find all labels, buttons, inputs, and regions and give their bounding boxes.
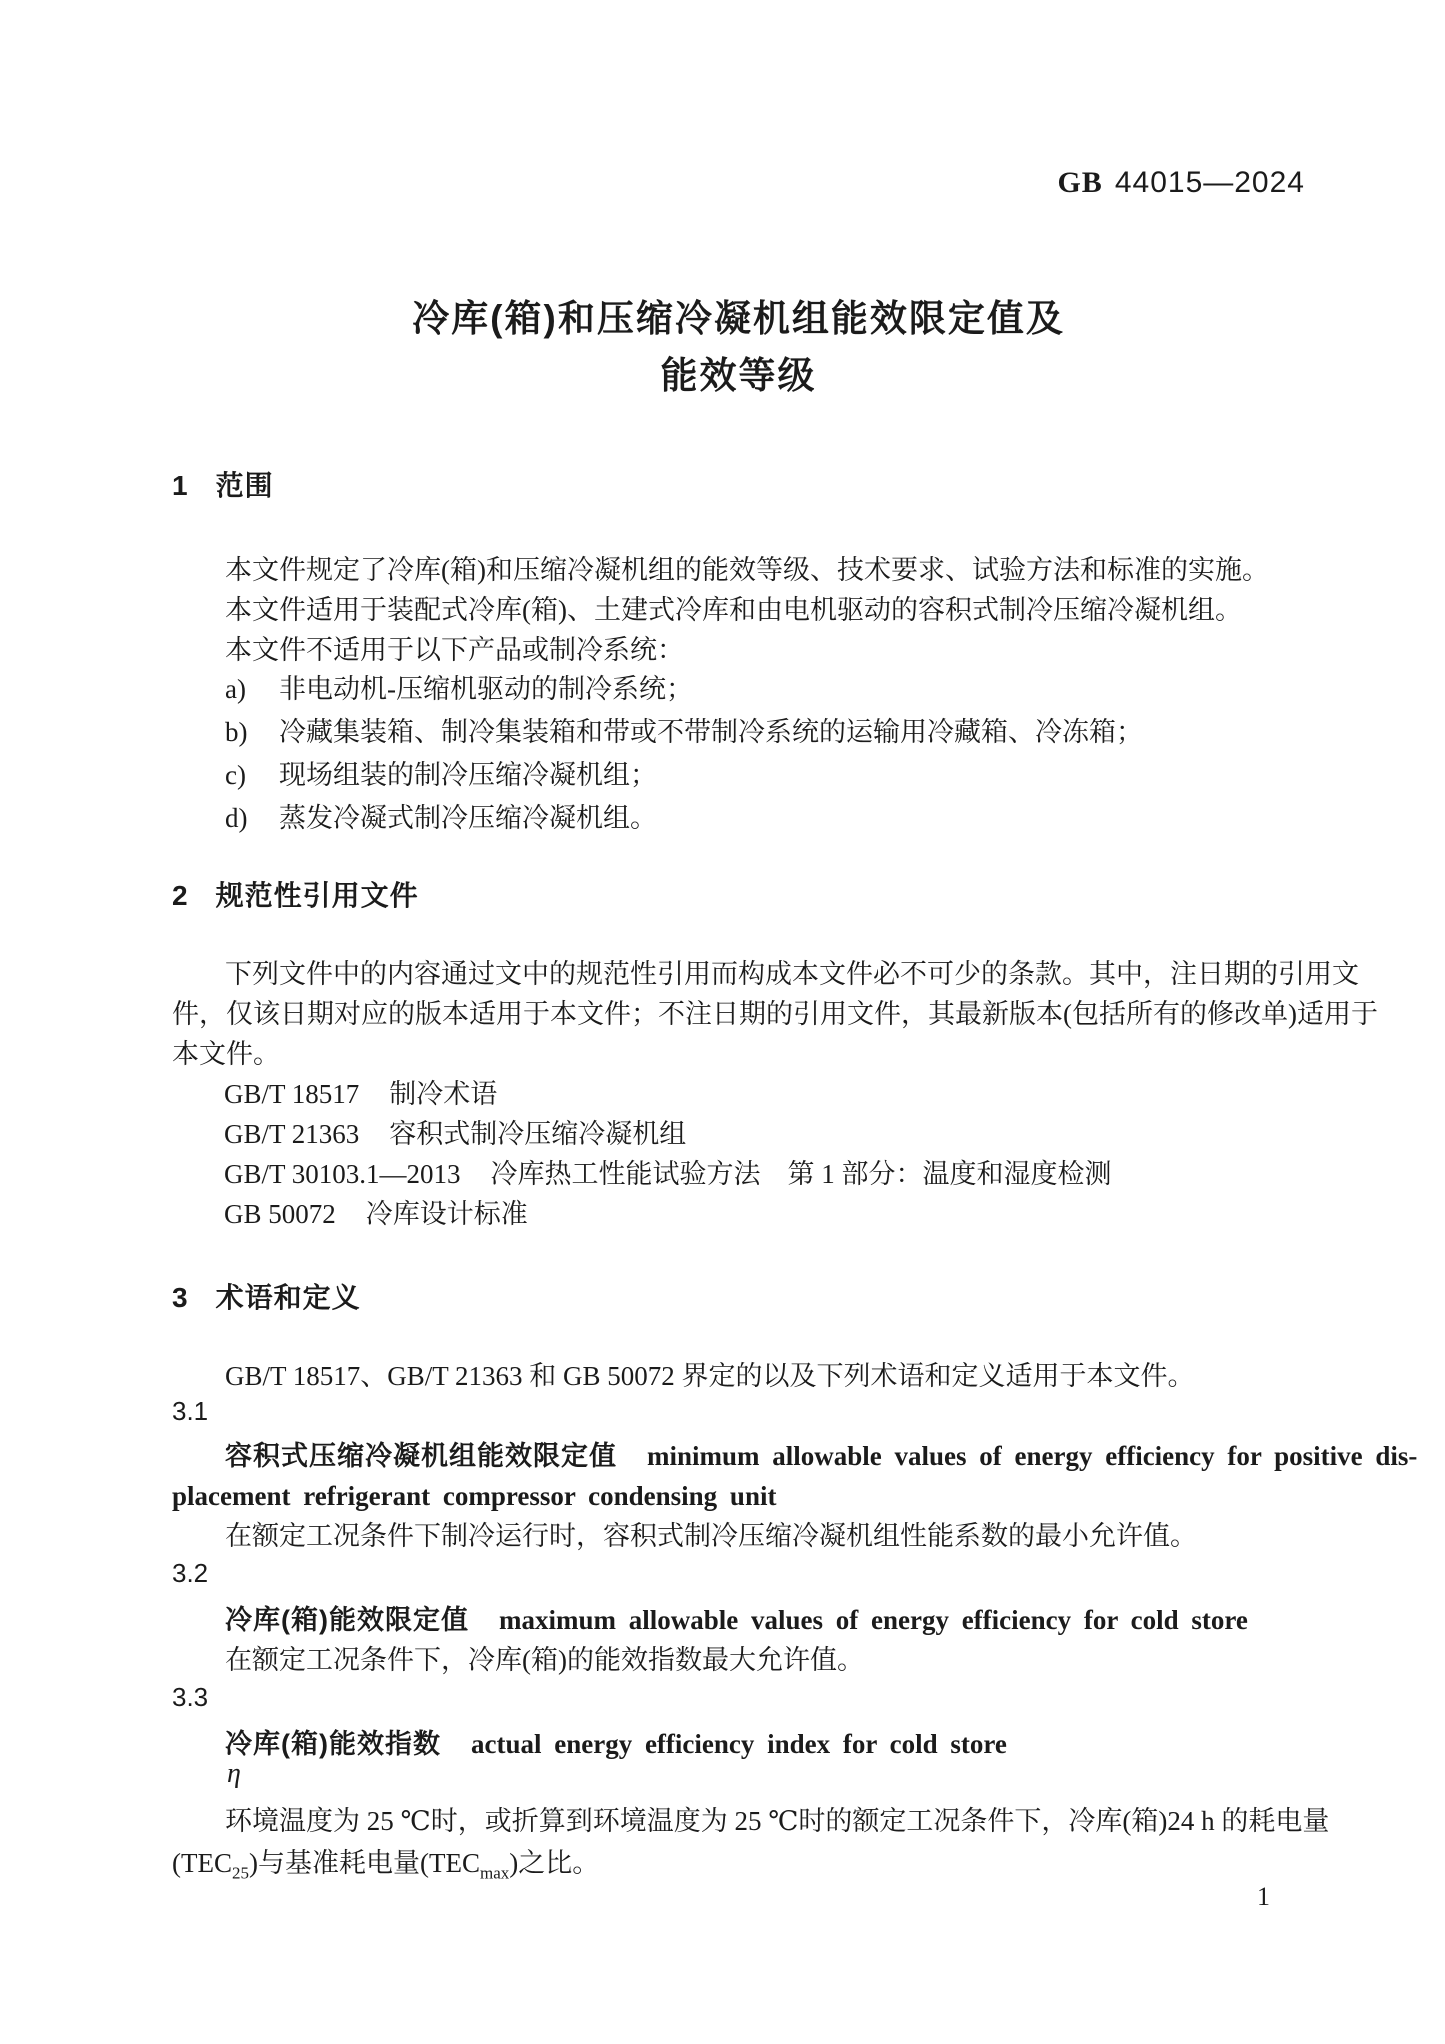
term-3-1-chinese: 容积式压缩冷凝机组能效限定值 (225, 1441, 617, 1471)
list-item-c-text: 现场组装的制冷压缩冷凝机组； (279, 760, 657, 790)
section-2-title: 规范性引用文件 (215, 880, 419, 911)
reference-code: GB/T 18517 (224, 1079, 360, 1109)
list-item-a-text: 非电动机-压缩机驱动的制冷系统； (279, 674, 693, 704)
section-3-intro: GB/T 18517、GB/T 21363 和 GB 50072 界定的以及下列术语和定义适用于本文件。 (225, 1361, 1195, 1391)
term-3-1-line1 (172, 1436, 1418, 1476)
section-1-number: 1 (172, 470, 188, 501)
standard-code-prefix: GB (1057, 166, 1103, 199)
section-1-paragraph-1: 本文件规定了冷库(箱)和压缩冷凝机组的能效等级、技术要求、试验方法和标准的实施。 (225, 555, 1269, 585)
term-3-1-definition: 在额定工况条件下制冷运行时，容积式制冷压缩冷凝机组性能系数的最小允许值。 (225, 1521, 1197, 1551)
term-3-3-definition-line1: 环境温度为 25 ℃时，或折算到环境温度为 25 ℃时的额定工况条件下，冷库(箱)24 h 的耗电量 (225, 1806, 1330, 1836)
section-2-intro (172, 954, 1378, 1074)
section-1-paragraph-2: 本文件适用于装配式冷库(箱)、土建式冷库和由电机驱动的容积式制冷压缩冷凝机组。 (225, 595, 1242, 625)
clause-3-3-number: 3.3 (172, 1682, 209, 1712)
standard-code-number: 44015—2024 (1114, 166, 1305, 199)
term-3-1-english-line2: placement refrigerant compressor condensing unit (172, 1481, 777, 1511)
document-title (172, 290, 1305, 404)
term-3-3-chinese: 冷库(箱)能效指数 (225, 1729, 441, 1759)
section-2-heading (172, 874, 1305, 914)
reference-item (172, 1114, 1305, 1154)
list-item-d-text: 蒸发冷凝式制冷压缩冷凝机组。 (279, 803, 657, 833)
section-1-paragraph-3: 本文件不适用于以下产品或制冷系统： (225, 635, 684, 665)
document-title-line2: 能效等级 (660, 355, 817, 396)
tec-text: )与基准耗电量(TEC (249, 1848, 480, 1878)
reference-item (172, 1194, 1305, 1234)
tec-subscript-25: 25 (232, 1863, 249, 1883)
list-item-c-label: c) (225, 760, 246, 790)
list-item-b (172, 711, 1305, 754)
reference-code: GB 50072 (224, 1199, 336, 1229)
reference-title: 冷库热工性能试验方法 第 1 部分：温度和湿度检测 (490, 1159, 1112, 1189)
section-1-title: 范围 (215, 470, 274, 501)
section-2-intro-line2: 件，仅该日期对应的版本适用于本文件；不注日期的引用文件，其最新版本(包括所有的修改单)适用于 (172, 999, 1378, 1029)
section-3-title: 术语和定义 (215, 1282, 361, 1313)
clause-3-2-number: 3.2 (172, 1558, 209, 1588)
list-item-b-text: 冷藏集装箱、制冷集装箱和带或不带制冷系统的运输用冷藏箱、冷冻箱； (279, 717, 1143, 747)
list-item-c (172, 754, 1305, 797)
term-3-1-english-line1: minimum allowable values of energy efficiency for positive dis- (647, 1441, 1418, 1471)
section-2-references (172, 1074, 1305, 1234)
section-2-intro-line3: 本文件。 (172, 1039, 280, 1069)
term-3-1 (172, 1436, 1418, 1516)
term-3-3-definition (172, 1800, 1330, 1894)
section-3-heading (172, 1276, 1305, 1316)
reference-title: 容积式制冷压缩冷凝机组 (389, 1119, 687, 1149)
reference-title: 冷库设计标准 (365, 1199, 528, 1229)
list-item-d (172, 797, 1305, 840)
term-3-3-symbol: η (227, 1758, 241, 1789)
reference-code: GB/T 30103.1—2013 (224, 1159, 461, 1189)
section-1-list (172, 668, 1305, 840)
term-3-2-english: maximum allowable values of energy efficiency for cold store (498, 1605, 1248, 1635)
tec-text: (TEC (172, 1848, 232, 1878)
reference-code: GB/T 21363 (224, 1119, 360, 1149)
list-item-a (172, 668, 1305, 711)
tec-subscript-max: max (479, 1863, 510, 1883)
section-2-intro-line1: 下列文件中的内容通过文中的规范性引用而构成本文件必不可少的条款。其中，注日期的引用文 (225, 959, 1359, 989)
list-item-d-label: d) (225, 803, 248, 833)
term-3-2-definition: 在额定工况条件下，冷库(箱)的能效指数最大允许值。 (225, 1645, 864, 1675)
list-item-a-label: a) (225, 674, 246, 704)
document-title-line1: 冷库(箱)和压缩冷凝机组能效限定值及 (412, 298, 1065, 339)
reference-item (172, 1074, 1305, 1114)
section-1-paragraphs (172, 550, 1305, 670)
term-3-2 (172, 1600, 1305, 1640)
reference-item (172, 1154, 1305, 1194)
section-1-heading (172, 464, 1305, 504)
standard-code-header (172, 166, 1305, 200)
page-number: 1 (1257, 1882, 1270, 1911)
list-item-b-label: b) (225, 717, 248, 747)
section-3-number: 3 (172, 1282, 188, 1313)
section-2-number: 2 (172, 880, 188, 911)
term-3-2-chinese: 冷库(箱)能效限定值 (225, 1605, 469, 1635)
tec-text: )之比。 (509, 1848, 600, 1878)
term-3-3-english: actual energy efficiency index for cold store (470, 1729, 1007, 1759)
reference-title: 制冷术语 (389, 1079, 498, 1109)
clause-3-1-number: 3.1 (172, 1396, 209, 1426)
